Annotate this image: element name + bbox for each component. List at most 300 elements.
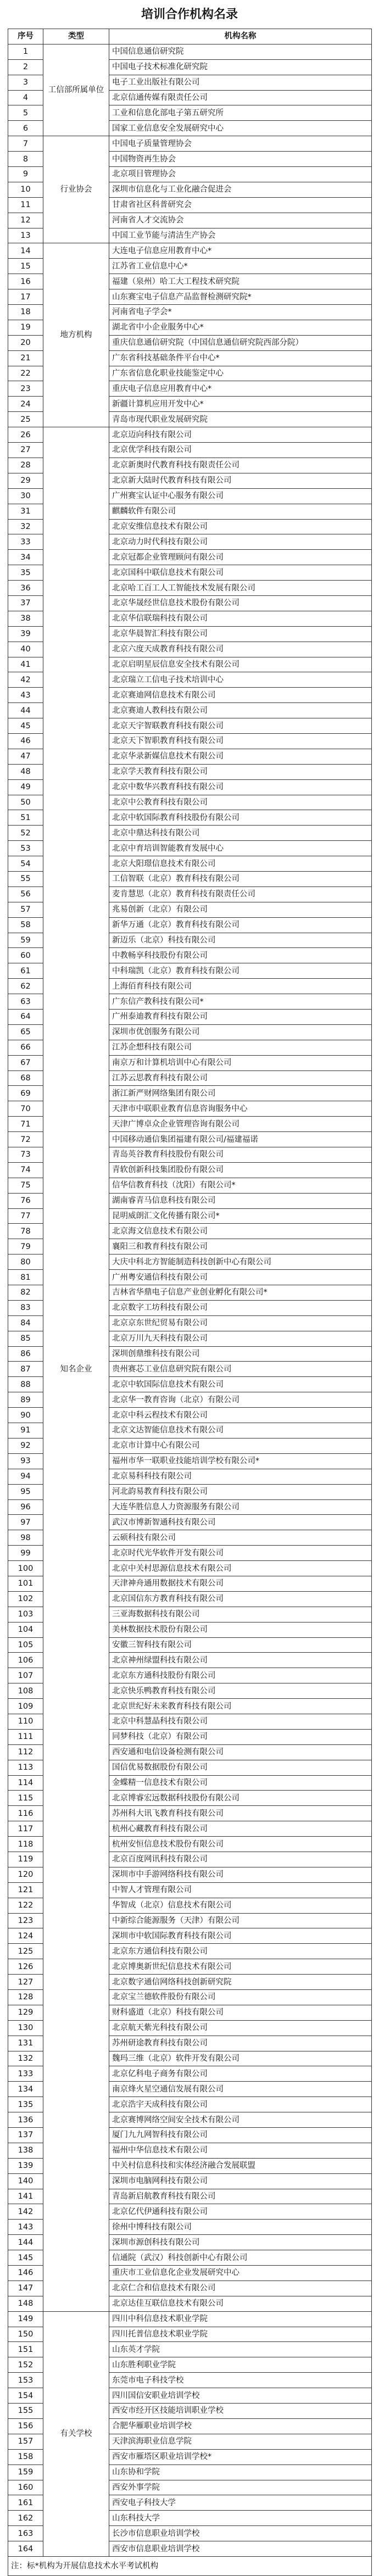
row-index: 115 [8, 1791, 43, 1806]
row-index: 116 [8, 1806, 43, 1821]
institution-name: 南京烽火星空通信发展有限公司 [109, 2082, 372, 2097]
institution-name: 北京中软国际信息技术有限公司 [109, 1377, 372, 1392]
row-index: 75 [8, 1178, 43, 1193]
row-index: 98 [8, 1530, 43, 1546]
row-index: 133 [8, 2066, 43, 2082]
row-index: 9 [8, 167, 43, 182]
institution-name: 重庆电子信息应用教育中心* [109, 381, 372, 397]
institution-name: 北京海文信息技术有限公司 [109, 1224, 372, 1239]
row-index: 131 [8, 2036, 43, 2051]
institution-name: 重庆信息通信研究院（中国信息通信研究院西部分院） [109, 335, 372, 350]
row-index: 21 [8, 350, 43, 366]
institution-name: 工信智联（北京）教育科技有限公司 [109, 871, 372, 886]
institution-name: 北京信通传媒有限责任公司 [109, 90, 372, 105]
institution-name: 北京易科科技有限公司 [109, 1469, 372, 1484]
row-index: 48 [8, 764, 43, 779]
row-index: 70 [8, 1101, 43, 1117]
institution-name: 襄阳三和教育科技有限公司 [109, 1239, 372, 1254]
row-index: 11 [8, 197, 43, 213]
institution-name: 北京中数华兴教育科技有限公司 [109, 779, 372, 795]
row-index: 97 [8, 1515, 43, 1530]
row-index: 31 [8, 504, 43, 519]
institution-name: 北京赛迪网信息技术有限公司 [109, 688, 372, 703]
row-index: 143 [8, 2220, 43, 2235]
row-index: 57 [8, 902, 43, 917]
row-index: 19 [8, 320, 43, 335]
row-index: 125 [8, 1944, 43, 1959]
institution-name: 北京快乐鸭教育科技有限公司 [109, 1683, 372, 1699]
row-index: 37 [8, 595, 43, 611]
row-index: 1 [8, 44, 43, 59]
row-index: 77 [8, 1208, 43, 1224]
institution-name: 新疆计算机应用开发中心* [109, 397, 372, 412]
row-index: 36 [8, 581, 43, 596]
institution-name: 北京瑞立工信电子技术培训中心 [109, 672, 372, 688]
institution-name: 中智人才管理有限公司 [109, 1882, 372, 1898]
row-index: 62 [8, 979, 43, 994]
institution-name: 西安通和电信设备检测有限公司 [109, 1744, 372, 1760]
row-index: 40 [8, 642, 43, 657]
table-row [8, 243, 372, 259]
row-index: 118 [8, 1837, 43, 1852]
institution-name: 北京天下智职教育科技有限公司 [109, 733, 372, 749]
row-index: 16 [8, 274, 43, 289]
institution-name: 广东信产教科技有限公司* [109, 994, 372, 1010]
institution-name: 深圳创鼎维科技有限公司 [109, 1346, 372, 1362]
institution-name: 金蝶精一信息技术有限公司 [109, 1775, 372, 1791]
row-index: 46 [8, 733, 43, 749]
row-index: 35 [8, 565, 43, 581]
row-index: 90 [8, 1408, 43, 1423]
category-cell: 工信部所属单位 [43, 44, 109, 136]
row-index: 93 [8, 1453, 43, 1469]
institution-name: 深圳市电脑网科技有限公司 [109, 2173, 372, 2189]
row-index: 44 [8, 703, 43, 718]
table-row [8, 427, 372, 443]
institution-name: 北京启明星辰信息安全技术有限公司 [109, 657, 372, 672]
row-index: 159 [8, 2465, 43, 2480]
institution-name: 北京东方通信科技有限公司 [109, 1944, 372, 1959]
institution-name: 昆明威朗汇文化传播有限公司* [109, 1208, 372, 1224]
institution-name: 福州市华一联职业技能培训学校有限公司* [109, 1453, 372, 1469]
institution-name: 天津神舟通用数据技术有限公司 [109, 1576, 372, 1591]
institution-name: 广州粤安通信科技有限公司 [109, 1270, 372, 1285]
institution-name: 北京东方通科技股份有限公司 [109, 1668, 372, 1683]
institution-name: 上海佰育科技有限公司 [109, 979, 372, 994]
institution-name: 厦门九九网智科技有限公司 [109, 2128, 372, 2143]
row-index: 3 [8, 75, 43, 90]
institution-name: 东莞市电子科技学校 [109, 2373, 372, 2388]
row-index: 6 [8, 121, 43, 136]
row-index: 163 [8, 2526, 43, 2541]
row-index: 78 [8, 1224, 43, 1239]
row-index: 42 [8, 672, 43, 688]
row-index: 27 [8, 443, 43, 458]
institution-name: 北京仁合和信息技术有限公司 [109, 2281, 372, 2296]
row-index: 80 [8, 1254, 43, 1270]
row-index: 158 [8, 2449, 43, 2465]
institution-name: 北京亿科电子商务有限公司 [109, 2066, 372, 2082]
category-cell: 有关学校 [43, 2311, 109, 2556]
table-body [8, 44, 372, 2575]
row-index: 22 [8, 366, 43, 381]
institution-name: 新华万通（北京）教育科技有限公司 [109, 917, 372, 933]
institution-name: 江苏云思教育科技有限公司 [109, 1070, 372, 1086]
institution-name: 广东省科技基础条件平台中心* [109, 350, 372, 366]
row-index: 60 [8, 948, 43, 963]
institution-name: 四川国信安职业培训学校 [109, 2388, 372, 2404]
row-index: 73 [8, 1147, 43, 1163]
institution-name: 广东省信息化职业技能鉴定中心 [109, 366, 372, 381]
row-index: 20 [8, 335, 43, 350]
category-cell: 行业协会 [43, 136, 109, 243]
row-index: 119 [8, 1852, 43, 1867]
institution-name: 北京万川九天科技有限公司 [109, 1331, 372, 1346]
table-header-row [8, 29, 372, 44]
row-index: 82 [8, 1285, 43, 1301]
institution-name: 北京时代光华软件开发有限公司 [109, 1546, 372, 1561]
institution-name: 深圳市中手游网络科技有限公司 [109, 1867, 372, 1882]
institution-name: 北京亿代伊通科技有限公司 [109, 2204, 372, 2220]
institution-name: 北京华晨智汇科技有限公司 [109, 626, 372, 642]
institution-name: 湖南睿青马信息科技有限公司 [109, 1193, 372, 1208]
row-index: 84 [8, 1315, 43, 1331]
institution-name: 安徽三智科技有限公司 [109, 1637, 372, 1653]
institution-name: 长沙市信息职业培训学校 [109, 2526, 372, 2541]
institution-name: 北京浩宇天成科技有限公司 [109, 2097, 372, 2112]
institution-name: 山东英才学院 [109, 2342, 372, 2357]
row-index: 160 [8, 2480, 43, 2495]
institution-name: 北京华信联瑞科技有限公司 [109, 611, 372, 626]
row-index: 88 [8, 1377, 43, 1392]
row-index: 138 [8, 2143, 43, 2158]
institution-name: 北京安维信息技术有限公司 [109, 519, 372, 534]
row-index: 32 [8, 519, 43, 534]
institution-name: 甘肃省社区科普研究会 [109, 197, 372, 213]
institution-name: 北京中关村思源信息技术有限公司 [109, 1561, 372, 1576]
institution-name: 青岛英谷教育科技股份有限公司 [109, 1147, 372, 1163]
institution-name: 福州中华信息技术有限公司 [109, 2143, 372, 2158]
row-index: 61 [8, 963, 43, 979]
institution-name: 合肥华雁职业培训学校 [109, 2418, 372, 2434]
row-index: 24 [8, 397, 43, 412]
institution-name: 财科盛道（北京）科技有限公司 [109, 2005, 372, 2020]
institution-name: 北京中公教育科技有限公司 [109, 795, 372, 810]
institution-name: 杭州心藏教育科技有限公司 [109, 1821, 372, 1837]
institution-name: 北京中科云程技术有限公司 [109, 1408, 372, 1423]
footnote: 注：标*机构为开展信息技术水平考试机构 [8, 2556, 372, 2575]
institution-name: 苏州研途教育科技有限公司 [109, 2036, 372, 2051]
institution-name: 北京动力时代科技有限公司 [109, 534, 372, 550]
institution-name: 北京神州绿盟科技有限公司 [109, 1653, 372, 1668]
row-index: 105 [8, 1637, 43, 1653]
row-index: 47 [8, 749, 43, 764]
row-index: 139 [8, 2158, 43, 2173]
row-index: 56 [8, 886, 43, 902]
institution-name: 中国电子技术标准化研究院 [109, 59, 372, 75]
institution-name: 西安外事学院 [109, 2480, 372, 2495]
institution-name: 深圳市中软国际教育科技有限公司 [109, 1928, 372, 1944]
row-index: 157 [8, 2434, 43, 2449]
institution-name: 电子工业出版社有限公司 [109, 75, 372, 90]
row-index: 109 [8, 1699, 43, 1714]
row-index: 150 [8, 2327, 43, 2342]
institution-name: 同梦科技（北京）有限公司 [109, 1729, 372, 1744]
institution-name: 青软创新科技集团股份有限公司 [109, 1162, 372, 1178]
institution-name: 苏州科大讯飞教育科技有限公司 [109, 1806, 372, 1821]
row-index: 156 [8, 2418, 43, 2434]
institution-name: 信华信教育科技（沈阳）有限公司* [109, 1178, 372, 1193]
row-index: 113 [8, 1760, 43, 1775]
row-index: 14 [8, 243, 43, 259]
row-index: 53 [8, 841, 43, 856]
institution-name: 北京华晟经世信息技术股份有限公司 [109, 595, 372, 611]
institution-name: 北京博睿宏远数据科技股份有限公司 [109, 1791, 372, 1806]
row-index: 18 [8, 305, 43, 320]
footnote-row [8, 2556, 372, 2575]
row-index: 28 [8, 458, 43, 473]
row-index: 147 [8, 2281, 43, 2296]
row-index: 91 [8, 1423, 43, 1438]
institution-name: 北京赛博网络空间安全技术有限公司 [109, 2112, 372, 2128]
row-index: 63 [8, 994, 43, 1010]
institution-name: 中国物资再生协会 [109, 152, 372, 167]
row-index: 23 [8, 381, 43, 397]
institution-name: 天津广博卓众企业管理咨询有限公司 [109, 1117, 372, 1132]
row-index: 102 [8, 1591, 43, 1607]
institution-name: 山东科技大学 [109, 2511, 372, 2526]
row-index: 45 [8, 718, 43, 734]
institution-name: 大连华胜信息人力资源服务有限公司 [109, 1499, 372, 1515]
institution-name: 贵州赛芯工业信息研究院有限公司 [109, 1362, 372, 1377]
row-index: 72 [8, 1132, 43, 1147]
institution-name: 麦肯慧思（北京）教育科技有限责任公司 [109, 886, 372, 902]
institution-name: 河北韵易教育科技有限公司 [109, 1484, 372, 1499]
institution-name: 福建（泉州）哈工大工程技术研究院 [109, 274, 372, 289]
institution-name: 山东协和学院 [109, 2465, 372, 2480]
row-index: 81 [8, 1270, 43, 1285]
row-index: 95 [8, 1484, 43, 1499]
row-index: 83 [8, 1300, 43, 1315]
institution-name: 西安市雁塔区职业培训学校* [109, 2449, 372, 2465]
institution-name: 山东赛宝电子信息产品监督检测研究院* [109, 289, 372, 305]
row-index: 29 [8, 473, 43, 488]
row-index: 79 [8, 1239, 43, 1254]
institution-name: 中新综合能源服务（天津）有限公司 [109, 1913, 372, 1928]
row-index: 52 [8, 826, 43, 841]
row-index: 164 [8, 2541, 43, 2557]
row-index: 111 [8, 1729, 43, 1744]
institution-name: 河南省电子学会* [109, 305, 372, 320]
row-index: 126 [8, 1959, 43, 1975]
row-index: 76 [8, 1193, 43, 1208]
institution-name: 徐州中博科技有限公司 [109, 2220, 372, 2235]
institution-name: 北京华一教育咨询（北京）有限公司 [109, 1392, 372, 1408]
institution-name: 北京京东世纪贸易有限公司 [109, 1315, 372, 1331]
row-index: 136 [8, 2112, 43, 2128]
row-index: 127 [8, 1975, 43, 1990]
institution-name: 中国工业节能与清洁生产协会 [109, 228, 372, 243]
institution-name: 北京世纪好未来教育科技有限公司 [109, 1699, 372, 1714]
institution-name: 北京达佳互联信息技术有限公司 [109, 2296, 372, 2311]
row-index: 99 [8, 1546, 43, 1561]
row-index: 38 [8, 611, 43, 626]
institution-name: 北京国科中联信息技术有限公司 [109, 565, 372, 581]
institution-name: 新迈乐（北京）科技有限公司 [109, 933, 372, 948]
row-index: 68 [8, 1070, 43, 1086]
institution-name: 北京中软国际教育科技股份有限公司 [109, 810, 372, 826]
institution-name: 美林数据技术股份有限公司 [109, 1622, 372, 1637]
row-index: 135 [8, 2097, 43, 2112]
row-index: 43 [8, 688, 43, 703]
institution-name: 南京万和计算机培训中心有限公司 [109, 1055, 372, 1070]
row-index: 107 [8, 1668, 43, 1683]
institution-name: 兆易创新（北京）有限公司 [109, 902, 372, 917]
institution-name: 河南省人才交流协会 [109, 213, 372, 228]
row-index: 49 [8, 779, 43, 795]
row-index: 122 [8, 1898, 43, 1913]
row-index: 33 [8, 534, 43, 550]
institution-name: 杭州安恒信息技术股份有限公司 [109, 1837, 372, 1852]
row-index: 86 [8, 1346, 43, 1362]
institution-name: 北京百度网讯科技有限公司 [109, 1852, 372, 1867]
institution-name: 北京中科慧晶科技有限公司 [109, 1714, 372, 1729]
row-index: 66 [8, 1040, 43, 1055]
row-index: 94 [8, 1469, 43, 1484]
institution-name: 中教畅享科技股份有限公司 [109, 948, 372, 963]
institution-name: 深圳市源创科技有限公司 [109, 2235, 372, 2250]
row-index: 5 [8, 105, 43, 121]
institution-name: 北京六度天成教育科技有限公司 [109, 642, 372, 657]
row-index: 55 [8, 871, 43, 886]
institution-name: 中国信息通信研究院 [109, 44, 372, 59]
row-index: 141 [8, 2189, 43, 2204]
row-index: 104 [8, 1622, 43, 1637]
row-index: 132 [8, 2051, 43, 2066]
row-index: 74 [8, 1162, 43, 1178]
row-index: 25 [8, 412, 43, 427]
institution-name: 青岛市现代职业发展研究院 [109, 412, 372, 427]
institution-name: 北京宝兰德软件股份有限公司 [109, 1990, 372, 2005]
row-index: 103 [8, 1607, 43, 1622]
institution-name: 天津市中联职业教育信息咨询服务中心 [109, 1101, 372, 1117]
institution-name: 广州赛宝认证中心服务有限公司 [109, 488, 372, 504]
institution-name: 青岛新启航教育科技有限公司 [109, 2189, 372, 2204]
institution-name: 山东胜利职业学院 [109, 2357, 372, 2373]
institution-name: 重庆市工业信息化企业发展研究中心 [109, 2266, 372, 2281]
row-index: 96 [8, 1499, 43, 1515]
row-index: 130 [8, 2020, 43, 2036]
row-index: 153 [8, 2373, 43, 2388]
institution-name: 中科瑞凯（北京）教育科技有限公司 [109, 963, 372, 979]
row-index: 117 [8, 1821, 43, 1837]
institution-name: 北京大阳璟信息技术有限公司 [109, 856, 372, 872]
table-row [8, 44, 372, 59]
institution-name: 江苏企想科技有限公司 [109, 1040, 372, 1055]
institution-name: 中国移动通信集团福建有限公司/福建福诺 [109, 1132, 372, 1147]
row-index: 13 [8, 228, 43, 243]
row-index: 144 [8, 2235, 43, 2250]
institution-name: 中关村信息科技和实体经济融合发展联盟 [109, 2158, 372, 2173]
row-index: 154 [8, 2388, 43, 2404]
institution-name: 工业和信息化部电子第五研究所 [109, 105, 372, 121]
institution-name: 三亚海数据科技有限公司 [109, 1607, 372, 1622]
header-index: 序号 [8, 29, 43, 44]
institution-table [8, 29, 372, 2576]
institution-name: 国信优易数据股份有限公司 [109, 1760, 372, 1775]
row-index: 7 [8, 136, 43, 152]
institution-name: 江苏省工业信息中心* [109, 259, 372, 274]
institution-name: 北京市计算中心有限公司 [109, 1438, 372, 1453]
institution-name: 北京新奥时代教育科技有限责任公司 [109, 458, 372, 473]
header-type: 类型 [43, 29, 109, 44]
row-index: 51 [8, 810, 43, 826]
institution-name: 北京优学科技有限公司 [109, 443, 372, 458]
institution-name: 北京赛迪人教科技有限公司 [109, 703, 372, 718]
institution-name: 湖北省中小企业服务中心* [109, 320, 372, 335]
row-index: 106 [8, 1653, 43, 1668]
institution-name: 北京项目管理协会 [109, 167, 372, 182]
row-index: 54 [8, 856, 43, 872]
institution-name: 西安市经开区技能培训职业学校 [109, 2404, 372, 2419]
institution-name: 北京文达智能信息技术有限公司 [109, 1423, 372, 1438]
institution-name: 北京数字通信网络科技创新研究院 [109, 1975, 372, 1990]
institution-name: 北京数字工坊科技有限公司 [109, 1300, 372, 1315]
institution-name: 麒麟软件有限公司 [109, 504, 372, 519]
row-index: 134 [8, 2082, 43, 2097]
row-index: 17 [8, 289, 43, 305]
row-index: 123 [8, 1913, 43, 1928]
row-index: 30 [8, 488, 43, 504]
row-index: 140 [8, 2173, 43, 2189]
row-index: 69 [8, 1086, 43, 1101]
row-index: 129 [8, 2005, 43, 2020]
row-index: 67 [8, 1055, 43, 1070]
row-index: 108 [8, 1683, 43, 1699]
institution-name: 大庆中科北方智能制造科技创新中心有限公司 [109, 1254, 372, 1270]
institution-name: 吉林省华鼎电子信息产业创业孵化有限公司* [109, 1285, 372, 1301]
page-title: 培训合作机构名录 [141, 7, 238, 21]
row-index: 85 [8, 1331, 43, 1346]
institution-name: 深圳市优创服务有限公司 [109, 1024, 372, 1040]
row-index: 58 [8, 917, 43, 933]
institution-name: 北京新大陆时代教育科技有限公司 [109, 473, 372, 488]
row-index: 155 [8, 2404, 43, 2419]
institution-name: 深圳市信息化与工业化融合促进会 [109, 182, 372, 197]
row-index: 112 [8, 1744, 43, 1760]
row-index: 120 [8, 1867, 43, 1882]
row-index: 161 [8, 2495, 43, 2511]
institution-name: 北京华录新媒信息技术有限公司 [109, 749, 372, 764]
row-index: 39 [8, 626, 43, 642]
institution-name: 北京中育培训智能教育发展中心 [109, 841, 372, 856]
row-index: 124 [8, 1928, 43, 1944]
institution-name: 华智成（北京）信息技术有限公司 [109, 1898, 372, 1913]
row-index: 64 [8, 1010, 43, 1025]
row-index: 149 [8, 2311, 43, 2327]
row-index: 110 [8, 1714, 43, 1729]
institution-name: 北京学天教育科技有限公司 [109, 764, 372, 779]
row-index: 12 [8, 213, 43, 228]
row-index: 65 [8, 1024, 43, 1040]
institution-name: 四川托普信息技术职业学院 [109, 2327, 372, 2342]
category-cell: 地方机构 [43, 243, 109, 427]
row-index: 50 [8, 795, 43, 810]
institution-name: 大连电子信息应用教育中心* [109, 243, 372, 259]
row-index: 34 [8, 550, 43, 565]
row-index: 8 [8, 152, 43, 167]
institution-name: 广州泰迪教育科技有限公司 [109, 1010, 372, 1025]
